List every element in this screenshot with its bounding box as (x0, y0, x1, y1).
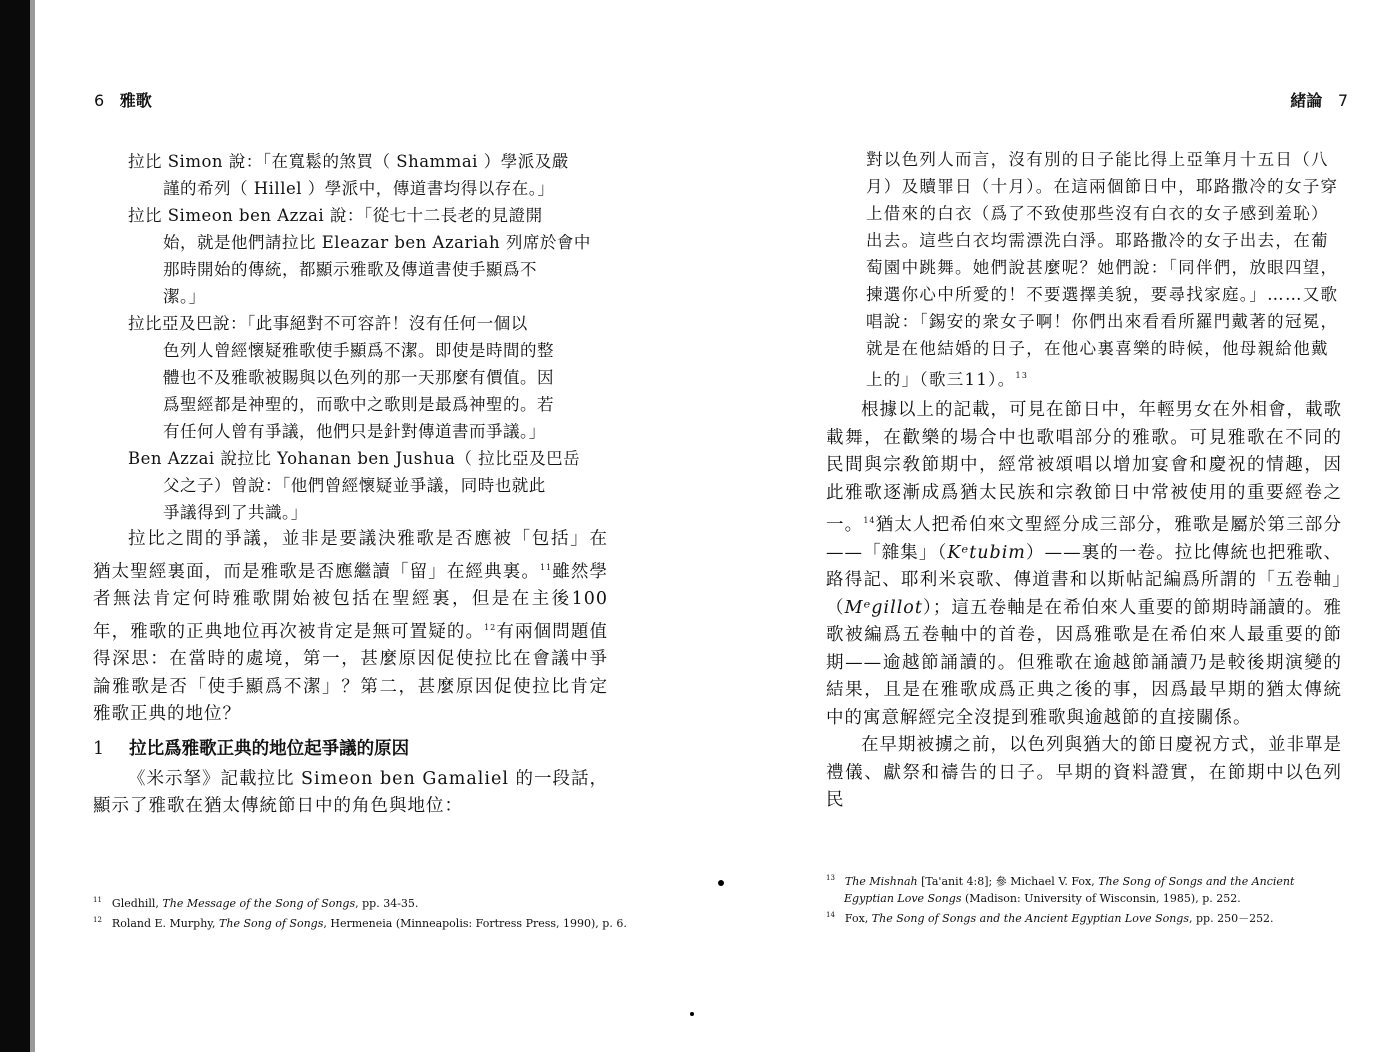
scan-speck (690, 1012, 694, 1016)
left-paragraph-2: 《米示拏》記載拉比 Simeon ben Gamaliel 的一段話，顯示了雅歌在猶太傳統節日中的角色與地位： (93, 768, 609, 816)
rabbi-quotes (93, 148, 608, 526)
footnote-11: $^{11}$ Gledhill, The Message of the Song of Songs, pp. 34-35. (93, 896, 419, 910)
scan-speck (718, 880, 724, 886)
left-paragraph-1: 拉比之間的爭議，並非是要議決雅歌是否應被「包括」在猶太聖經裏面，而是雅歌是否應繼讀「留」在經典裏。$^{11}$雖然學者無法肯定何時雅歌開始被包括在聖經裏，但是在主後100年，雅歌的正典地位再次被肯定是無可置疑的。$^{12}$有兩個問題值得深思：在當時的處境，第一，甚麼原因促使拉比在會議中爭論雅歌是否「使手顯爲不潔」？第二，甚麼原因促使拉比肯定雅歌正典的地位？ (93, 529, 609, 724)
footnote-13: $^{13}$ The Mishnah [Ta'anit 4:8]; 參 Michael V. Fox, The Song of Songs and the Ancient Egyptian Love Songs (Madison: University of Wisconsin, 1985), p. 252. (826, 874, 1295, 905)
left-page (36, 0, 656, 1052)
right-paragraph-1: 根據以上的記載，可見在節日中，年輕男女在外相會，載歌載舞，在歡樂的場合中也歌唱部分的雅歌。可見雅歌在不同的民間與宗敎節期中，經常被頌唱以增加宴會和慶祝的情趣，因此雅歌逐漸成爲猶太民族和宗敎節日中常被使用的重要經卷之一。$^{14}$猶太人把希伯來文聖經分成三部分，雅歌是屬於第三部分——「雜集」（Kᵉtubim）——裏的一卷。拉比傳統也把雅歌、路得記、耶利米哀歌、傳道書和以斯帖記編爲所謂的「五卷軸」（Mᵉgillot）；這五卷軸是在希伯來人重要的節期時誦讀的。雅歌被編爲五卷軸中的首卷，因爲雅歌是在希伯來人最重要的節期——逾越節誦讀的。但雅歌在逾越節誦讀乃是較後期演變的結果，且是在雅歌成爲正典之後的事，因爲最早期的猶太傳統中的寓意解經完全沒提到雅歌與逾越節的直接關係。 (826, 400, 1343, 728)
left-page-header (94, 88, 152, 111)
right-page-number: 7 (1337, 91, 1348, 110)
right-footnotes (826, 870, 1346, 927)
footnote-ref-12[interactable]: 12 (484, 622, 497, 632)
right-paragraph-2: 在早期被擄之前，以色列與猶大的節日慶祝方式，並非單是禮儀、獻祭和禱告的日子。早期的資料證實，在節期中以色列民 (826, 735, 1342, 810)
quote-simeon-ben-azzai: 拉比 Simeon ben Azzai 說：「從七十二長老的見證開 始，就是他們請拉比 Eleazar ben Azariah 列席於會中 那時開始的傳統，都顯示雅歌及傳道書使手顯爲不 潔。」 (128, 206, 591, 306)
quote-simon: 拉比 Simon 說：「在寬鬆的煞買（ Shammai ）學派及嚴 謹的希列（ Hillel ）學派中，傳道書均得以存在。」 (128, 152, 569, 198)
footnote-ref-11[interactable]: 11 (539, 562, 553, 572)
left-page-number: 6 (94, 91, 105, 110)
footnote-14: $^{14}$ Fox, The Song of Songs and the Ancient Egyptian Love Songs, pp. 250－252. (826, 911, 1274, 925)
footnote-ref-14[interactable]: 14 (863, 516, 876, 525)
quote-ben-azzai: Ben Azzai 說拉比 Yohanan ben Jushua（ 拉比亞及巴岳 父之子）曾說：「他們曾經懷疑並爭議，同時也就此 爭議得到了共識。」 (128, 449, 581, 522)
book-spine-shadow (0, 0, 30, 1052)
term-megillot: Mᵉgillot (844, 597, 923, 618)
book-spine-edge (30, 0, 35, 1052)
mishnah-quote: 對以色列人而言，沒有別的日子能比得上亞筆月十五日（八月）及贖罪日（十月）。在這兩個節日中，耶路撒冷的女子穿上借來的白衣（爲了不致使那些沒有白衣的女子感到羞恥）出去。這些白衣均需漂洗白淨。耶路撒冷的女子出去，在葡萄園中跳舞。她們說甚麼呢？她們說：「同伴們，放眼四望，揀選你心中所愛的！不要選擇美貌，要尋找家庭。」……又歌唱說：「錫安的衆女子啊！你們出來看看所羅門戴著的冠冕，就是在他結婚的日子，在他心裏喜樂的時候，他母親給他戴上的」（歌三11）。$^{13}$ (866, 150, 1339, 389)
right-page-running-title: 緒論 (1290, 91, 1323, 110)
section-number: 1 (93, 738, 105, 759)
left-page-body (93, 148, 608, 821)
right-page-body (826, 146, 1342, 815)
quote-akiba: 拉比亞及巴說：「此事絕對不可容許！沒有任何一個以 色列人曾經懷疑雅歌使手顯爲不潔。即使是時間的整 體也不及雅歌被賜與以色列的那一天那麼有價值。因 爲聖經都是神聖的，而歌中之歌則是最爲神聖的。若 有任何人曾有爭議，他們只是針對傳道書而爭議。」 (128, 314, 554, 441)
left-page-running-title: 雅歌 (119, 91, 152, 110)
right-page (780, 0, 1380, 1052)
footnote-12: $^{12}$ Roland E. Murphy, The Song of Songs, Hermeneia (Minneapolis: Fortress Press, 1990), p. 6. (93, 916, 627, 930)
term-ketubim: Kᵉtubim (947, 542, 1026, 563)
section-heading (93, 735, 608, 760)
footnote-ref-13[interactable]: 13 (1015, 371, 1029, 380)
right-page-header (1290, 88, 1348, 111)
section-title: 拉比爲雅歌正典的地位起爭議的原因 (129, 738, 410, 759)
left-footnotes (93, 892, 653, 932)
